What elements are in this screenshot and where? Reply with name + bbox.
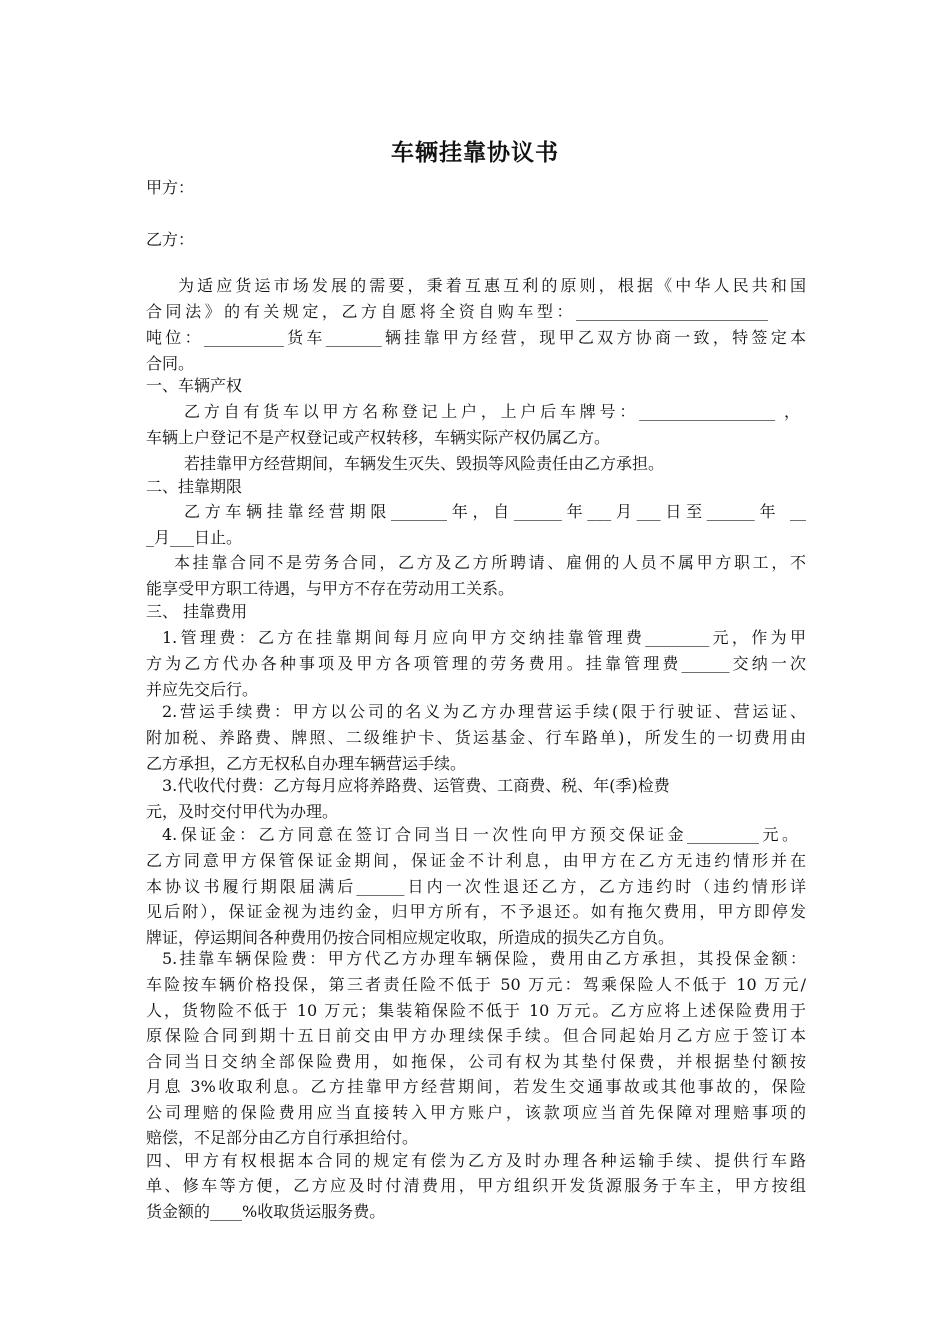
paragraph-line: 1.管理费：乙方在挂靠期间每月应向甲方交纳挂靠管理费________元，作为甲 bbox=[162, 628, 806, 647]
party-a-line: 甲方： bbox=[146, 178, 195, 197]
paragraph-line: _月___日止。 bbox=[146, 528, 243, 547]
paragraph-line: 赔偿，不足部分由乙方自行承担给付。 bbox=[146, 1128, 419, 1147]
paragraph-line: 4.保证金：乙方同意在签订合同当日一次性向甲方预交保证金_________元。 bbox=[162, 825, 798, 844]
paragraph-line: 本协议书履行期限届满后______日内一次性退还乙方，乙方违约时（违约情形详 bbox=[146, 877, 806, 896]
paragraph-line: 乙方同意甲方保管保证金期间，保证金不计利息，由甲方在乙方无违约情形并在 bbox=[146, 851, 806, 870]
preamble-line: 合同法》的有关规定，乙方自愿将全资自购车型：________________________ bbox=[146, 302, 768, 321]
paragraph-line: 见后附），保证金视为违约金，归甲方所有，不予退还。如有拖欠费用，甲方即停发 bbox=[146, 902, 806, 921]
paragraph-line: 单、修车等方便，乙方应及时付清费用，甲方组织开发货源服务于车主，甲方按组 bbox=[146, 1176, 806, 1195]
paragraph-line: 乙方车辆挂靠经营期限_______年，自______年___月___日至______年 __ bbox=[184, 502, 806, 521]
preamble-line: 吨位：__________货车_______辆挂靠甲方经营，现甲乙双方协商一致，特签定本 bbox=[146, 328, 806, 347]
section-heading: 四、甲方有权根据本合同的规定有偿为乙方及时办理各种运输手续、提供行车路 bbox=[146, 1151, 806, 1170]
paragraph-line: 公司理赔的保险费用应当直接转入甲方账户，该款项应当首先保障对理赔事项的 bbox=[146, 1103, 806, 1122]
paragraph-line: 合同当日交纳全部保险费用，如拖保，公司有权为其垫付保费，并根据垫付额按 bbox=[146, 1052, 806, 1071]
paragraph-line: 车辆上户登记不是产权登记或产权转移，车辆实际产权仍属乙方。 bbox=[146, 428, 611, 447]
paragraph-line: 月息 3%收取利息。乙方挂靠甲方经营期间，若发生交通事故或其他事故的，保险 bbox=[146, 1077, 806, 1096]
paragraph-line: 人，货物险不低于 10 万元；集装箱保险不低于 10 万元。乙方应将上述保险费用于 bbox=[146, 1001, 806, 1020]
paragraph-line: 5.挂靠车辆保险费：甲方代乙方办理车辆保险，费用由乙方承担，其投保金额： bbox=[162, 949, 806, 968]
paragraph-line: 若挂靠甲方经营期间，车辆发生灭失、毁损等风险责任由乙方承担。 bbox=[184, 454, 665, 473]
paragraph-line: 乙方自有货车以甲方名称登记上户，上户后车牌号：_________________ ， bbox=[184, 402, 800, 421]
section-heading: 二、挂靠期限 bbox=[146, 477, 243, 496]
party-b-line: 乙方： bbox=[146, 230, 195, 249]
paragraph-line: 货金额的____%收取货运服务费。 bbox=[146, 1202, 386, 1221]
section-heading: 三、 挂靠费用 bbox=[146, 602, 248, 621]
paragraph-line: 2.营运手续费：甲方以公司的名义为乙方办理营运手续(限于行驶证、营运证、 bbox=[162, 702, 806, 721]
section-heading: 一、车辆产权 bbox=[146, 376, 243, 395]
paragraph-line: 附加税、养路费、牌照、二级维护卡、货运基金、行车路单)，所发生的一切费用由 bbox=[146, 728, 806, 747]
paragraph-line: 乙方承担，乙方无权私自办理车辆营运手续。 bbox=[146, 754, 467, 773]
paragraph-line: 牌证，停运期间各种费用仍按合同相应规定收取，所造成的损失乙方自负。 bbox=[146, 928, 675, 947]
paragraph-line: 并应先交后行。 bbox=[146, 680, 259, 699]
paragraph-line: 原保险合同到期十五日前交由甲方办理续保手续。但合同起始月乙方应于签订本 bbox=[146, 1026, 806, 1045]
preamble-line: 合同。 bbox=[146, 354, 195, 373]
paragraph-line: 车险按车辆价格投保，第三者责任险不低于 50 万元：驾乘保险人不低于 10 万元/ bbox=[146, 975, 806, 994]
paragraph-line: 方为乙方代办各种事项及甲方各项管理的劳务费用。挂靠管理费______交纳一次 bbox=[146, 654, 806, 673]
paragraph-line: 3.代收代付费：乙方每月应将养路费、运管费、工商费、税、年(季)检费 bbox=[162, 776, 670, 795]
document-title: 车辆挂靠协议书 bbox=[391, 140, 559, 166]
paragraph-line: 能享受甲方职工待遇，与甲方不存在劳动用工关系。 bbox=[146, 579, 515, 598]
paragraph-line: 本挂靠合同不是劳务合同，乙方及乙方所聘请、雇佣的人员不属甲方职工，不 bbox=[174, 553, 806, 572]
paragraph-line: 元，及时交付甲代为办理。 bbox=[146, 802, 339, 821]
preamble-line: 为适应货运市场发展的需要，秉着互惠互利的原则，根据《中华人民共和国 bbox=[178, 276, 806, 295]
